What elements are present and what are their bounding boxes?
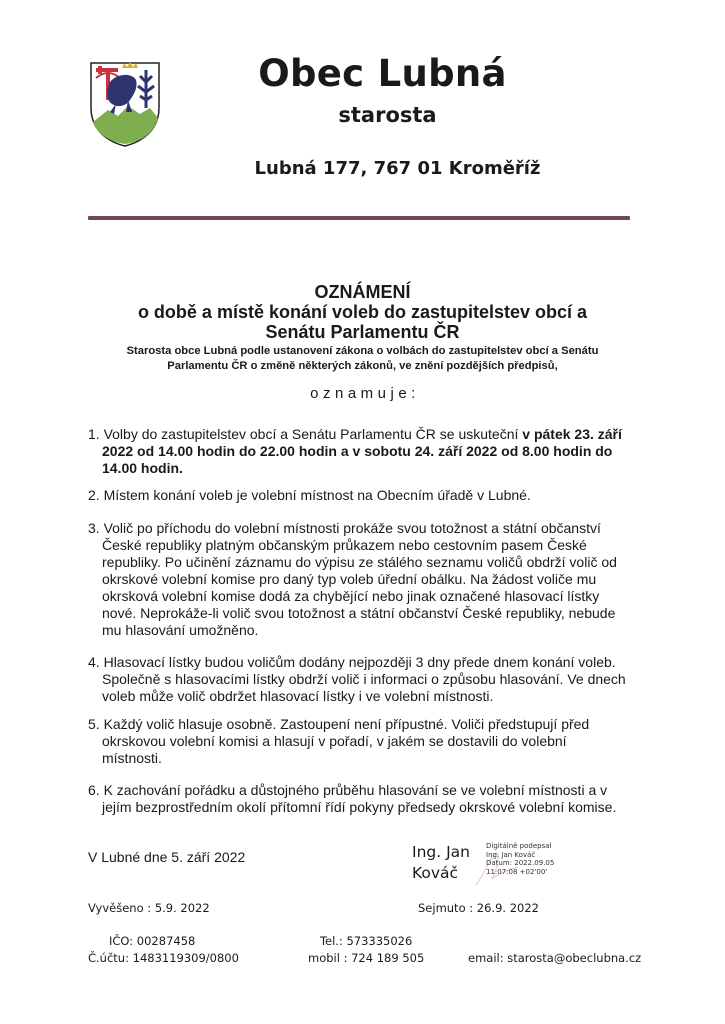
signatory-name — [412, 842, 470, 884]
preamble-line1: Starosta obce Lubná podle ustanovení zákona o volbách do zastupitelstev obcí a Senátu — [126, 345, 599, 357]
announces-label: oznamuje: — [310, 385, 420, 402]
digital-signature-stamp: Digitálně podepsal Ing. Jan Kováč Datum: 2022.09.05 11:07:08 +02'00' — [486, 842, 555, 876]
item-text: K zachování pořádku a důstojného průběhu hlasování se ve volební místnosti a v jejím bezprostředním okolí přítomní řídí pokyny předsedy okrskové volební komise. — [102, 782, 617, 815]
preamble-line2: Parlamentu ČR o změně některých zákonů, ve znění pozdějších předpisů, — [167, 359, 558, 372]
footer-email: email: starosta@obeclubna.cz — [468, 951, 642, 965]
item-number: 4. — [88, 654, 100, 670]
item-text: Místem konání voleb je volební místnost na Obecním úřadě v Lubné. — [103, 487, 531, 503]
announcement-heading: OZNÁMENÍ — [314, 282, 411, 302]
list-item-3 — [88, 520, 628, 639]
announcement-subheading-line1: o době a místě konání voleb do zastupitelstev obcí a — [137, 302, 588, 322]
list-item-4 — [88, 654, 638, 705]
mobile: mobil : 724 189 505 — [308, 951, 425, 965]
item-number: 5. — [88, 716, 100, 732]
item-number: 2. — [88, 487, 100, 503]
removed-date: Sejmuto : 26.9. 2022 — [418, 901, 539, 915]
bank-account: Č.účtu: 1483119309/0800 — [88, 951, 239, 965]
list-item-2 — [88, 487, 633, 504]
item-text: Hlasovací lístky budou voličům dodány nejpozději 3 dny přede dnem konání voleb. Společně s hlasovacími lístky obdrží volič i informaci o způsobu hlasování. Ve dnech voleb může volič obdržet hlasovací lístky i ve volební místnosti. — [102, 654, 626, 704]
announcement-subheading-line2: Senátu Parlamentu ČR — [265, 322, 460, 342]
item-text: Volič po příchodu do volební místnosti prokáže svou totožnost a státní občanství České republiky platným občanským průkazem nebo cestovním pasem České republiky. Po učinění záznamu do výpisu ze stálého seznamu voličů obdrží volič od okrskové volební komise pro daný typ voleb úřední obálku. Na žádost voliče mu okrsková volební komise dodá za chybějící nebo jinak označené hlasovací lístky nové. Neprokáže-li volič svou totožnost a státní občanství České republiky, nebude mu hlasování umožněno. — [102, 520, 617, 638]
item-text: Volby do zastupitelstev obcí a Senátu Parlamentu ČR se uskuteční — [103, 426, 523, 442]
list-item-5 — [88, 716, 618, 767]
list-item-1 — [88, 426, 633, 477]
municipality-title: Obec Lubná — [258, 52, 507, 95]
item-number: 3. — [88, 520, 100, 536]
item-text-bold: v pátek 23. září 2022 od 14.00 hodin do 22.00 hodin a v sobotu 24. září 2022 od 8.00 hodin do 14.00 hodin. — [102, 426, 622, 476]
office-address: Lubná 177, 767 01 Kroměříž — [254, 158, 541, 179]
announcement-preamble — [105, 344, 620, 373]
header-divider — [88, 216, 630, 220]
telephone: Tel.: 573335026 — [319, 934, 413, 948]
item-text: Každý volič hlasuje osobně. Zastoupení není přípustné. Voliči předstupují před okrskovou volební komisi a hlasují v pořadí, v jakém se dostavili do volební místnosti. — [102, 716, 590, 766]
footer-ids — [88, 933, 239, 967]
posted-date: Vyvěšeno : 5.9. 2022 — [88, 901, 210, 915]
footer-phones — [308, 933, 424, 967]
list-item-6 — [88, 782, 618, 816]
office-subtitle: starosta — [338, 103, 437, 127]
place-and-date: V Lubné dne 5. září 2022 — [88, 849, 246, 865]
ico: IČO: 00287458 — [109, 934, 196, 948]
item-number: 6. — [88, 782, 100, 798]
signatory-name-line1: Ing. Jan — [412, 843, 470, 861]
signatory-name-line2: Kováč — [412, 864, 459, 882]
item-number: 1. — [88, 426, 100, 442]
